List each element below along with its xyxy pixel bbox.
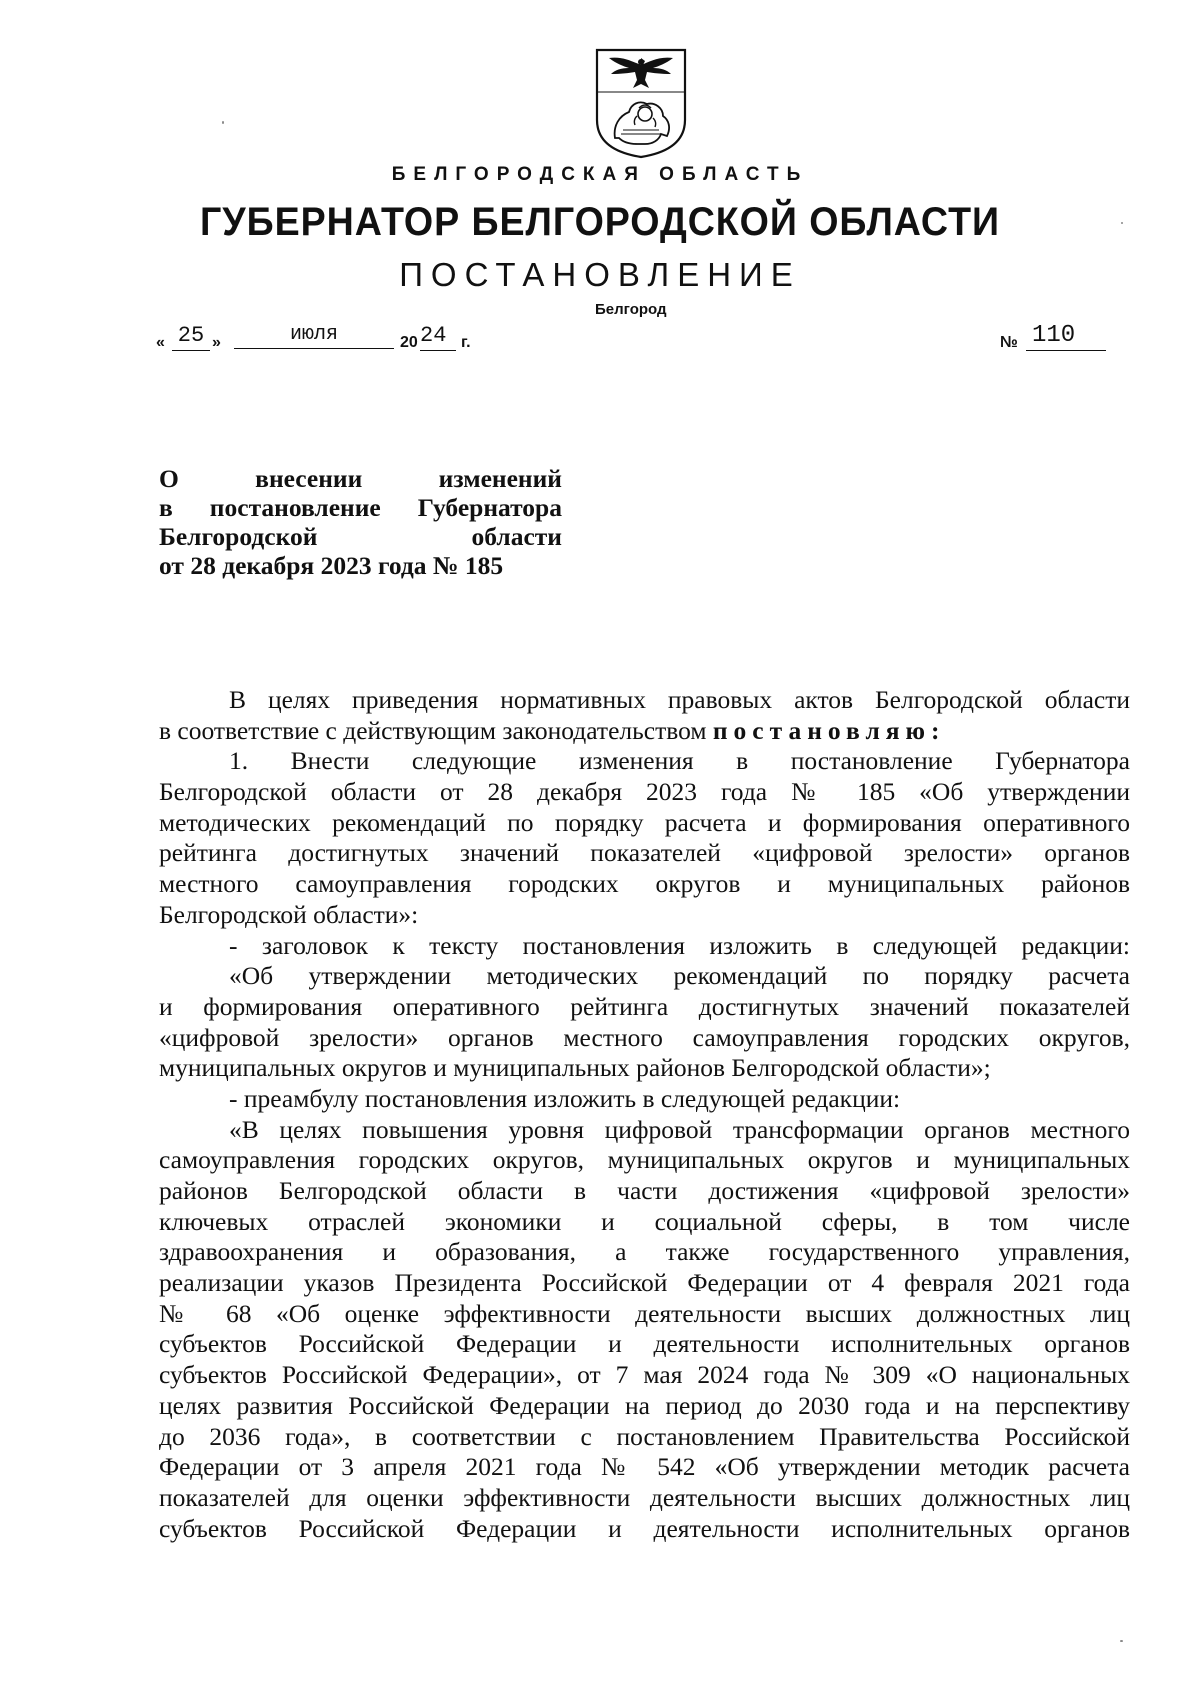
- body-line: муниципальных округов и муниципальных районов Белгородской области»;: [159, 1053, 991, 1083]
- decree-keyword: постановляю:: [712, 715, 946, 745]
- document-body: [159, 685, 1130, 1544]
- body-line: [159, 716, 1130, 747]
- region-heading: БЕЛГОРОДСКАЯ ОБЛАСТЬ: [391, 164, 809, 185]
- body-line: до 2036 года», в соответствии с постановлением Правительства Российской: [159, 1421, 1130, 1451]
- body-line: Федерации от 3 апреля 2021 года № 542 «Об утверждении методик расчета: [159, 1452, 1130, 1482]
- body-line: здравоохранения и образования, а также государственного управления,: [159, 1237, 1130, 1267]
- body-line: № 68 «Об оценке эффективности деятельности высших должностных лиц: [159, 1298, 1130, 1328]
- scan-speck: [222, 121, 224, 124]
- date-year-unit: г.: [461, 334, 471, 351]
- body-line: субъектов Российской Федерации», от 7 мая 2024 года № 309 «О национальных: [159, 1360, 1130, 1390]
- scan-speck: [1121, 222, 1123, 224]
- body-line: В целях приведения нормативных правовых актов Белгородской области: [229, 685, 1130, 714]
- body-line: показателей для оценки эффективности деятельности высших должностных лиц: [159, 1482, 1130, 1512]
- date-month-field: июля: [234, 322, 394, 349]
- number-field: 110: [1026, 322, 1106, 351]
- title-line: в постановление Губернатора: [159, 493, 562, 522]
- document-date: [156, 322, 486, 352]
- body-line: районов Белгородской области в части достижения «цифровой зрелости»: [159, 1176, 1130, 1205]
- date-day-field: 25: [172, 322, 210, 351]
- body-line: 1. Внести следующие изменения в постановление Губернатора: [229, 746, 1130, 776]
- document-number: [1000, 322, 1110, 352]
- title-line: от 28 декабря 2023 года № 185: [159, 551, 504, 580]
- body-line: «цифровой зрелости» органов местного самоуправления городских округов,: [159, 1022, 1130, 1052]
- body-line: и формирования оперативного рейтинга достигнутых значений показателей: [159, 991, 1130, 1021]
- number-sign: №: [1000, 334, 1018, 351]
- body-line: местного самоуправления городских округов и муниципальных районов: [159, 869, 1130, 899]
- document-type-heading: ПОСТАНОВЛЕНИЕ: [399, 256, 801, 293]
- body-line: «Об утверждении методических рекомендаций по порядку расчета: [229, 961, 1130, 991]
- date-year-prefix: 20: [400, 334, 418, 351]
- body-line: реализации указов Президента Российской Федерации от 4 февраля 2021 года: [159, 1268, 1130, 1298]
- body-line: субъектов Российской Федерации и деятельности исполнительных органов: [159, 1513, 1130, 1543]
- body-line: «В целях повышения уровня цифровой трансформации органов местного: [229, 1114, 1130, 1144]
- body-line: Белгородской области»:: [159, 899, 419, 929]
- body-line: рейтинга достигнутых значений показателей «цифровой зрелости» органов: [159, 838, 1130, 868]
- body-line: - преамбулу постановления изложить в следующей редакции:: [229, 1083, 901, 1113]
- body-line-text: в соответствие с действующим законодательством: [159, 715, 713, 745]
- date-year-field: 24: [420, 322, 456, 351]
- body-line: ключевых отраслей экономики и социальной сферы, в том числе: [159, 1206, 1130, 1236]
- scan-speck: [1120, 1640, 1123, 1642]
- city-label: Белгород: [595, 301, 667, 318]
- body-line: методических рекомендаций по порядку расчета и формирования оперативного: [159, 807, 1130, 837]
- document-title: [159, 464, 562, 580]
- title-line: Белгородской области: [159, 522, 562, 551]
- date-quote-open: «: [156, 334, 165, 351]
- body-line: субъектов Российской Федерации и деятельности исполнительных органов: [159, 1329, 1130, 1359]
- authority-heading: ГУБЕРНАТОР БЕЛГОРОДСКОЙ ОБЛАСТИ: [200, 200, 1000, 244]
- body-line: целях развития Российской Федерации на период до 2030 года и на перспективу: [159, 1390, 1130, 1420]
- coat-of-arms-icon: [593, 46, 689, 160]
- title-line: О внесении изменений: [159, 464, 562, 493]
- body-line: - заголовок к тексту постановления изложить в следующей редакции:: [229, 930, 1130, 960]
- date-quote-close: »: [212, 334, 221, 351]
- body-line: самоуправления городских округов, муниципальных округов и муниципальных: [159, 1145, 1130, 1175]
- body-line: Белгородской области от 28 декабря 2023 года № 185 «Об утверждении: [159, 777, 1130, 807]
